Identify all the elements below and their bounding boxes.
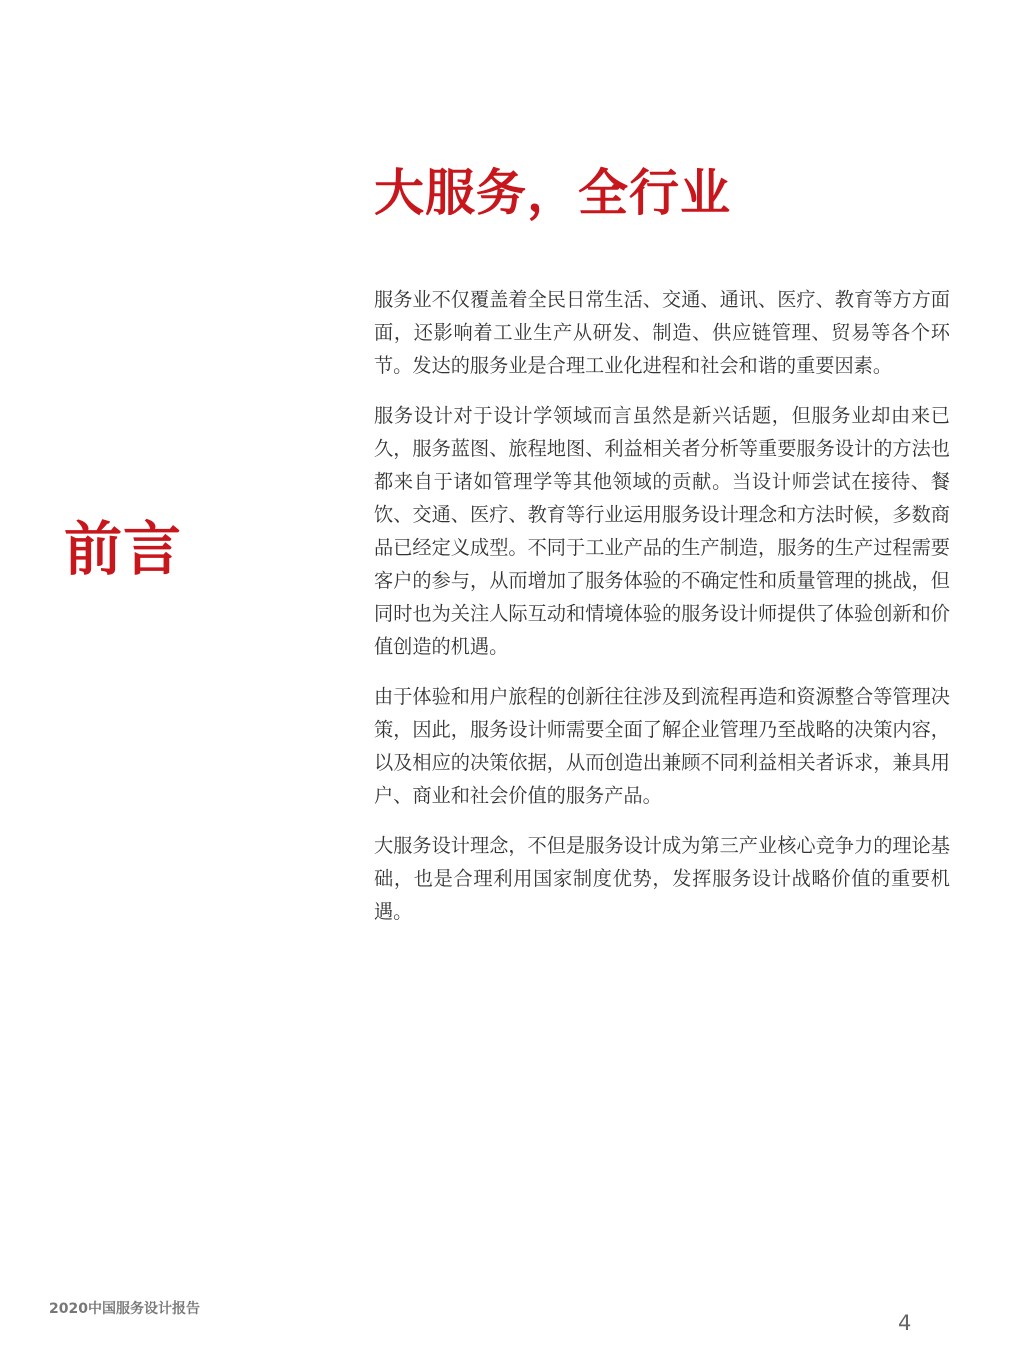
- footer-report-label: 2020中国服务设计报告: [49, 1301, 200, 1317]
- body-text: [374, 283, 950, 945]
- page-title: 大服务，全行业: [374, 164, 731, 222]
- section-title: 前言: [64, 515, 183, 583]
- paragraph: 服务设计对于设计学领域而言虽然是新兴话题，但服务业却由来已久，服务蓝图、旅程地图、利益相关者分析等重要服务设计的方法也都来自于诸如管理学等其他领域的贡献。当设计师尝试在接待、餐饮、交通、医疗、教育等行业运用服务设计理念和方法时候，多数商品已经定义成型。不同于工业产品的生产制造，服务的生产过程需要客户的参与，从而增加了服务体验的不确定性和质量管理的挑战，但同时也为关注人际互动和情境体验的服务设计师提供了体验创新和价值创造的机遇。: [374, 404, 950, 658]
- paragraph: 服务业不仅覆盖着全民日常生活、交通、通讯、医疗、教育等方方面面，还影响着工业生产从研发、制造、供应链管理、贸易等各个环节。发达的服务业是合理工业化进程和社会和谐的重要因素。: [374, 288, 950, 377]
- paragraph: 大服务设计理念，不但是服务设计成为第三产业核心竞争力的理论基础，也是合理利用国家制度优势，发挥服务设计战略价值的重要机遇。: [374, 834, 950, 923]
- paragraph: 由于体验和用户旅程的创新往往涉及到流程再造和资源整合等管理决策，因此，服务设计师需要全面了解企业管理乃至战略的决策内容，以及相应的决策依据，从而创造出兼顾不同利益相关者诉求，兼具用户、商业和社会价值的服务产品。: [374, 685, 950, 807]
- page-number: 4: [898, 1311, 912, 1335]
